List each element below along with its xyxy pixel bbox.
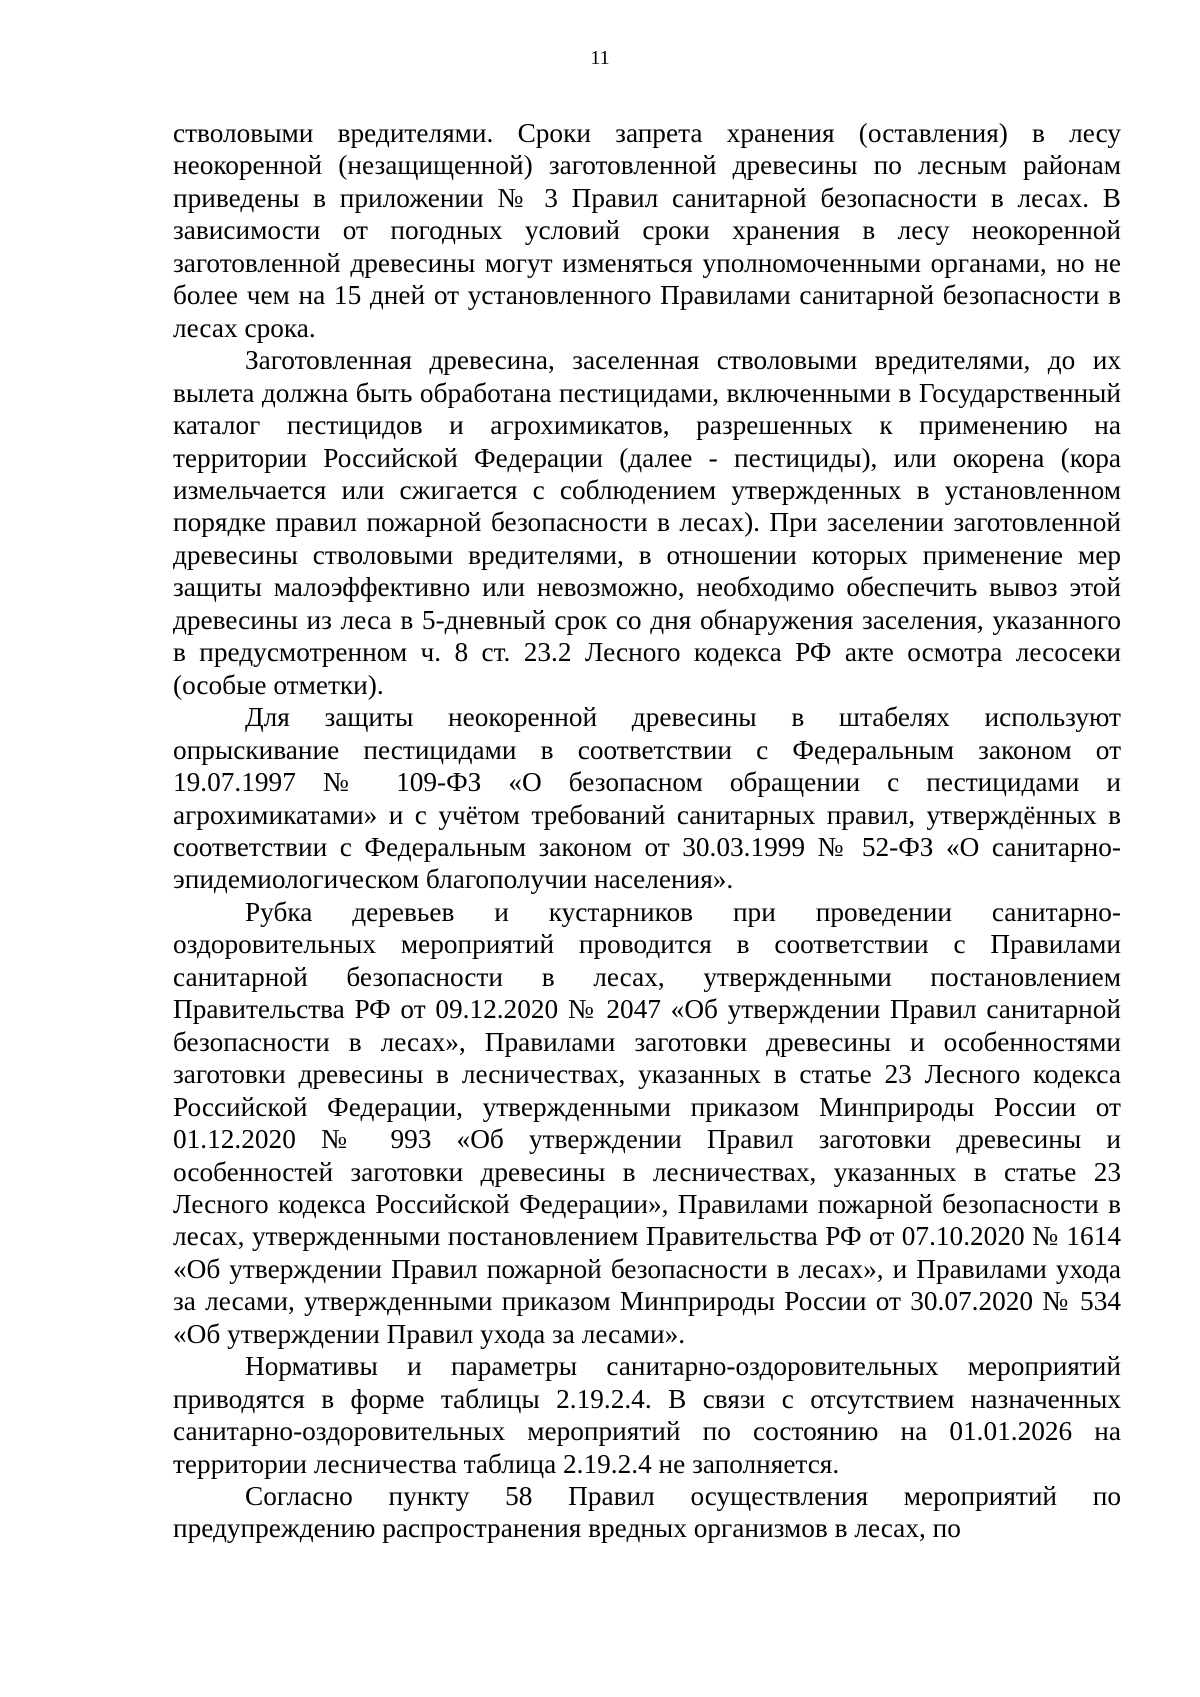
paragraph-sanitary-felling: Рубка деревьев и кустарников при проведении санитарно-оздоровительных мероприятий проводится в соответствии с Правилами санитарной безопасности в лесах, утвержденными постановлением Правительства РФ от 09.12.2020 № 2047 «Об утверждении Правил санитарной безопасности в лесах», Правилами заготовки древесины и особенностями заготовки древесины в лесничествах, указанных в статье 23 Лесного кодекса Российской Федерации, утвержденными приказом Минприроды России от 01.12.2020 № 993 «Об утверждении Правил заготовки древесины и особенностей заготовки древесины в лесничествах, указанных в статье 23 Лесного кодекса Российской Федерации», Правилами пожарной безопасности в лесах, утвержденными постановлением Правительства РФ от 07.10.2020 № 1614 «Об утверждении Правил пожарной безопасности в лесах», и Правилами ухода за лесами, утвержденными приказом Минприроды России от 30.07.2020 № 534 «Об утверждении Правил ухода за лесами».: [173, 896, 1121, 1349]
document-body: [173, 117, 1121, 1545]
paragraph-norms-table: Нормативы и параметры санитарно-оздоровительных мероприятий приводятся в форме таблицы 2.19.2.4. В связи с отсутствием назначенных санитарно-оздоровительных мероприятий по состоянию на 01.01.2026 на территории лесничества таблица 2.19.2.4 не заполняется.: [173, 1351, 1121, 1479]
paragraph-harvested-wood-treatment: Заготовленная древесина, заселенная стволовыми вредителями, до их вылета должна быть обработана пестицидами, включенными в Государственный каталог пестицидов и агрохимикатов, разрешенных к применению на территории Российской Федерации (далее - пестициды), или окорена (кора измельчается или сжигается с соблюдением утвержденных в установленном порядке правил пожарной безопасности в лесах). При заселении заготовленной древесины стволовыми вредителями, в отношении которых применение мер защиты малоэффективно или невозможно, необходимо обеспечить вывоз этой древесины из леса в 5-дневный срок со дня обнаружения заселения, указанного в предусмотренном ч. 8 ст. 23.2 Лесного кодекса РФ акте осмотра лесосеки (особые отметки).: [173, 345, 1121, 700]
page-number: 11: [590, 47, 610, 69]
paragraph-continued: стволовыми вредителями. Сроки запрета хранения (оставления) в лесу неокоренной (незащищенной) заготовленной древесины по лесным районам приведены в приложении № 3 Правил санитарной безопасности в лесах. В зависимости от погодных условий сроки хранения в лесу неокоренной заготовленной древесины могут изменяться уполномоченными органами, но не более чем на 15 дней от установленного Правилами санитарной безопасности в лесах срока.: [173, 118, 1121, 343]
paragraph-point-58: Согласно пункту 58 Правил осуществления мероприятий по предупреждению распространения вредных организмов в лесах, по: [173, 1481, 1121, 1544]
paragraph-stack-protection: Для защиты неокоренной древесины в штабелях используют опрыскивание пестицидами в соответствии с Федеральным законом от 19.07.1997 № 109-ФЗ «О безопасном обращении с пестицидами и агрохимикатами» и с учётом требований санитарных правил, утверждённых в соответствии с Федеральным законом от 30.03.1999 № 52-ФЗ «О санитарно-эпидемиологическом благополучии населения».: [173, 702, 1121, 895]
